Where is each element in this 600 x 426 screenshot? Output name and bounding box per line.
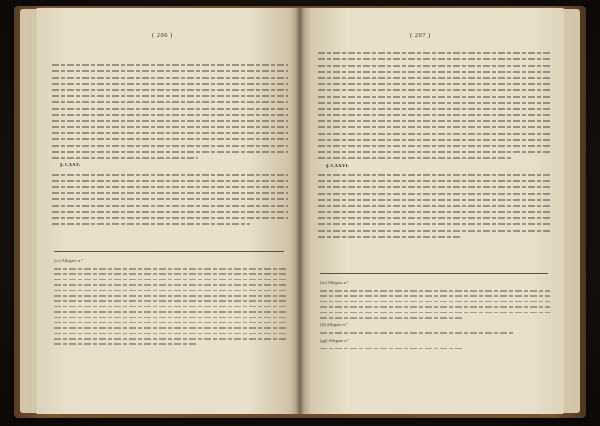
footnotes	[320, 280, 550, 380]
text-line	[318, 151, 550, 153]
footnote-line	[320, 312, 550, 314]
text-line	[318, 89, 550, 91]
footnote-ref: (ff) Allegato n.º	[320, 322, 348, 328]
page-number: ( 207 )	[410, 32, 431, 39]
book-gutter	[296, 8, 304, 414]
text-line	[52, 138, 288, 140]
footnote-line	[54, 284, 286, 286]
text-line	[318, 236, 462, 238]
text-line	[52, 186, 288, 188]
text-line	[52, 217, 288, 219]
text-line	[52, 205, 288, 207]
text-line	[318, 77, 550, 79]
footnote-line	[54, 306, 286, 308]
text-line	[318, 114, 550, 116]
page-edges-right	[562, 9, 580, 413]
text-line	[318, 139, 550, 141]
section-mark: §. CXXVI.	[326, 163, 349, 169]
paragraph-start	[318, 164, 550, 170]
footnote-ref: (gg) Allegato n.º	[320, 337, 350, 343]
text-line	[318, 52, 550, 54]
text-line	[318, 120, 550, 122]
text-line	[318, 83, 550, 85]
text-line	[52, 126, 288, 128]
footnote-line	[320, 348, 463, 350]
footnote-line	[320, 301, 550, 303]
footnote-rule	[54, 251, 284, 252]
footnote-line	[54, 333, 286, 335]
body-text	[318, 48, 550, 266]
text-line	[52, 101, 288, 103]
footnote-line	[54, 273, 286, 275]
footnote-ref: (cc) Allegato n.º	[54, 258, 83, 263]
right-page	[300, 8, 564, 414]
paragraph-start	[52, 163, 288, 169]
text-line	[52, 120, 288, 122]
text-line	[318, 193, 550, 195]
footnote-line	[320, 290, 550, 292]
footnotes	[54, 258, 286, 378]
footnote-line	[54, 322, 286, 324]
text-line	[52, 114, 288, 116]
text-line	[318, 71, 550, 73]
text-line	[52, 70, 288, 72]
text-line	[318, 217, 550, 219]
footnote-ref: (ee) Allegato n.º	[320, 280, 349, 285]
footnote-line	[54, 317, 286, 319]
text-line	[318, 205, 550, 207]
text-line	[52, 174, 288, 176]
text-line	[318, 126, 550, 128]
footnote-line	[320, 306, 550, 308]
text-line	[52, 198, 288, 200]
text-line	[318, 186, 550, 188]
text-line	[318, 223, 550, 225]
text-line	[318, 108, 550, 110]
text-line	[318, 96, 550, 98]
text-line	[318, 211, 550, 213]
footnote-line	[320, 295, 550, 297]
text-line	[318, 58, 550, 60]
footnote-line	[54, 279, 286, 281]
footnote-line	[54, 311, 286, 313]
text-line	[318, 145, 550, 147]
body-text	[52, 60, 288, 244]
text-line	[318, 174, 550, 176]
footnote-line	[320, 317, 463, 319]
footnote-line	[54, 327, 286, 329]
footnote-line	[320, 332, 513, 334]
footnote-line	[54, 338, 286, 340]
text-line	[52, 95, 288, 97]
text-line	[52, 211, 288, 213]
footnote-line	[54, 300, 286, 302]
text-line	[52, 83, 288, 85]
text-line	[318, 230, 550, 232]
text-line	[318, 102, 550, 104]
text-line	[52, 157, 198, 159]
footnote-line	[54, 295, 286, 297]
text-line	[52, 145, 288, 147]
text-line	[52, 77, 288, 79]
text-line	[318, 133, 550, 135]
footnote-line	[54, 268, 286, 270]
text-line	[52, 151, 288, 153]
footnote-line	[54, 290, 286, 292]
text-line	[52, 192, 288, 194]
text-line	[52, 108, 288, 110]
text-line	[52, 223, 250, 225]
text-line	[318, 180, 550, 182]
text-line	[52, 180, 288, 182]
text-line	[52, 89, 288, 91]
text-line	[52, 64, 288, 66]
text-line	[318, 65, 550, 67]
text-line	[318, 157, 513, 159]
page-number: ( 206 )	[152, 32, 173, 39]
footnote-line	[54, 343, 198, 345]
section-mark: §. CXXV.	[60, 163, 81, 169]
text-line	[52, 132, 288, 134]
footnote-rule	[320, 273, 548, 274]
text-line	[318, 199, 550, 201]
left-page	[36, 8, 300, 414]
